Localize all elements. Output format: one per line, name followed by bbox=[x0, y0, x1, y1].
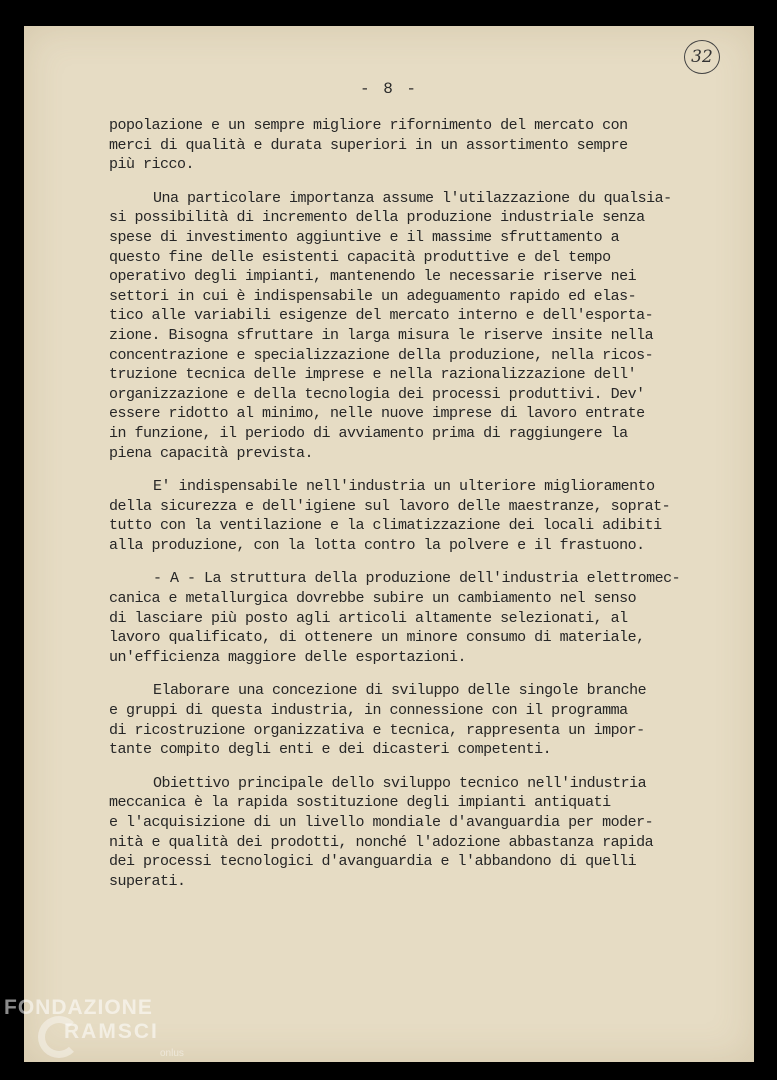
paragraph-5: Elaborare una concezione di sviluppo delle singole branche e gruppi di questa industria, in connessione con il programma di ricostruzione organizzativa e tecnica, rappresenta un impor- tante compito degli enti e dei dicasteri competenti. bbox=[109, 682, 647, 759]
archive-page-number: 32 bbox=[684, 40, 720, 74]
paragraph-1: popolazione e un sempre migliore rifornimento del mercato con merci di qualità e durata superiori in un assortimento sempre più ricco. bbox=[109, 117, 628, 174]
fondazione-gramsci-watermark bbox=[4, 996, 204, 1059]
page-header: - 8 - bbox=[359, 80, 418, 98]
document-page bbox=[24, 26, 754, 1062]
gramsci-g-logo-icon bbox=[38, 1016, 80, 1058]
paragraph-3: E' indispensabile nell'industria un ulteriore miglioramento della sicurezza e dell'igiene sul lavoro delle maestranze, soprat- tutto con la ventilazione e la climatizzazione dei locali adibiti alla produzione, con la lotta contro la polvere e il frastuono. bbox=[109, 478, 671, 554]
watermark-suffix: onlus bbox=[160, 1048, 184, 1059]
paragraph-4: - A - La struttura della produzione dell'industria elettromec- canica e metallurgica dovrebbe subire un cambiamento nel senso di lasciare più posto agli articoli altamente selezionati, al lavoro qualificato, di ottenere un minore consumo di materiale, un'efficienza maggiore delle esportazioni. bbox=[109, 570, 681, 666]
document-body bbox=[109, 116, 729, 905]
paragraph-2: Una particolare importanza assume l'utilazzazione du qualsia- si possibilità di incremento della produzione industriale senza spese di investimento aggiuntive e il massime sfruttamento a questo fine delle esistenti capacità produttive e del tempo operativo degli impianti, mantenendo le necessarie riserve nei settori in cui è indispensabile un adeguamento rapido ed elas- tico alle variabili esigenze del mercato interno e dell'esporta- zione. Bisogna sfruttare in larga misura le riserve insite nella concentrazione e specializzazione della produzione, nella ricos- truzione tecnica delle imprese e nella razionalizzazione dell' organizzazione e della tecnologia dei processi produttivi. Dev' essere ridotto al minimo, nelle nuove imprese di lavoro entrate in funzione, il periodo di avviamento prima di raggiungere la piena capacità prevista. bbox=[109, 189, 672, 462]
paragraph-6: Obiettivo principale dello sviluppo tecnico nell'industria meccanica è la rapida sostituzione degli impianti antiquati e l'acquisizione di un livello mondiale d'avanguardia per moder- nità e qualità dei prodotti, nonché l'adozione abbastanza rapida dei processi tecnologici d'avanguardia e l'abbandono di quelli superati. bbox=[109, 774, 654, 890]
watermark-line-2: RAMSCI bbox=[64, 1020, 159, 1043]
watermark-line-1: FONDAZIONE bbox=[4, 996, 153, 1019]
